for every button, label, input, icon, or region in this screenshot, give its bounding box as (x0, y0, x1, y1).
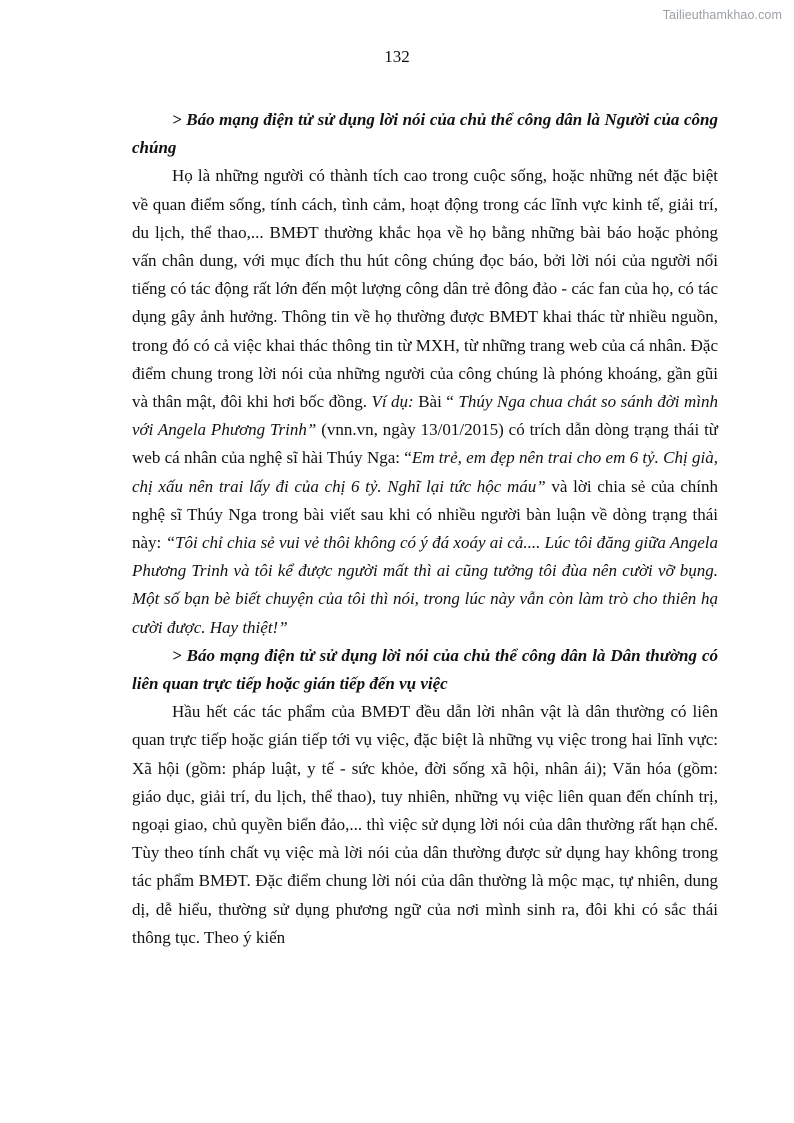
paragraph-intro-text: Họ là những người có thành tích cao trong cuộc sống, hoặc những nét đặc biệt về quan điểm sống, tính cách, tình cảm, hoạt động trong các lĩnh vực kinh tế, giải trí, du lịch, thể thao,... BMĐT thường khắc họa về họ bằng những bài báo hoặc phỏng vấn chân dung, với mục đích thu hút công chúng đọc báo, bởi lời nói của người nổi tiếng có tác động rất lớn đến một lượng công dân trẻ đông đảo - các fan của họ, có tác dụng gây ảnh hưởng. Thông tin về họ thường được BMĐT khai thác từ nhiều nguồn, trong đó có cả việc khai thác thông tin từ MXH, từ những trang web của cá nhân. Đặc điểm chung trong lời nói của những người của công chúng là phóng khoáng, gần gũi và thân mật, đôi khi hơi bốc đồng. (132, 166, 718, 412)
source-text: (vnn.vn, ngày 13/01/2015) có trích dẫn dòng trạng thái từ web cá nhân của nghệ sĩ hài Thúy Nga: “ (132, 420, 719, 468)
interview-quote: “Tôi chỉ chia sẻ vui vẻ thôi không có ý đá xoáy ai cả.... Lúc tôi đăng giữa Angela Phương Trinh và tôi kể được người mất thì ai cũng tưởng tôi đùa nên cười vỡ bụng. Một số bạn bè biết chuyện của tôi thì nói, trong lúc này vẫn còn làm trò cho thiên hạ cười được. Hay thiệt!” (132, 533, 718, 637)
page-body (132, 106, 718, 952)
example-label: Ví dụ: (371, 392, 414, 412)
paragraph-public-figures (132, 162, 718, 641)
page-number: 132 (384, 47, 410, 66)
paragraph-ordinary-citizens: Hầu hết các tác phẩm của BMĐT đều dẫn lời nhân vật là dân thường có liên quan trực tiếp hoặc gián tiếp tới vụ việc, đặc biệt là những vụ việc trong hai lĩnh vực: Xã hội (gồm: pháp luật, y tế - sức khỏe, đời sống xã hội, nhân ái); Văn hóa (gồm: giáo dục, giải trí, du lịch, thể thao), tuy nhiên, những vụ việc liên quan đến chính trị, ngoại giao, chủ quyền biển đảo,... thì việc sử dụng lời nói của dân thường rất hạn chế. Tùy theo tính chất vụ việc mà lời nói của dân thường được sử dụng hay không trong tác phẩm BMĐT. Đặc điểm chung lời nói của dân thường là mộc mạc, tự nhiên, dung dị, dễ hiểu, thường sử dụng phương ngữ của nơi mình sinh ra, đôi khi có sắc thái thông tục. Theo ý kiến (132, 702, 718, 947)
section-heading-public-figures: > Báo mạng điện tử sử dụng lời nói của chủ thể công dân là Người của công chúng (132, 110, 718, 158)
status-quote: Em trẻ, em đẹp nên trai cho em 6 tỷ. Chị già, chị xấu nên trai lấy đi của chị 6 tỷ. Nghĩ lại tức hộc máu” (132, 448, 718, 496)
section-heading-ordinary-citizens: > Báo mạng điện tử sử dụng lời nói của chủ thể công dân là Dân thường có liên quan trực tiếp hoặc gián tiếp đến vụ việc (132, 645, 718, 694)
watermark: Tailieuthamkhao.com (662, 8, 782, 22)
middle-text: và lời chia sẻ của chính nghệ sĩ Thúy Nga trong bài viết sau khi có nhiều người bàn luận về dòng trạng thái này: (132, 476, 718, 553)
article-title: Thúy Nga chua chát so sánh đời mình với Angela Phương Trinh” (132, 392, 718, 440)
article-prefix-text: Bài “ (413, 392, 459, 412)
